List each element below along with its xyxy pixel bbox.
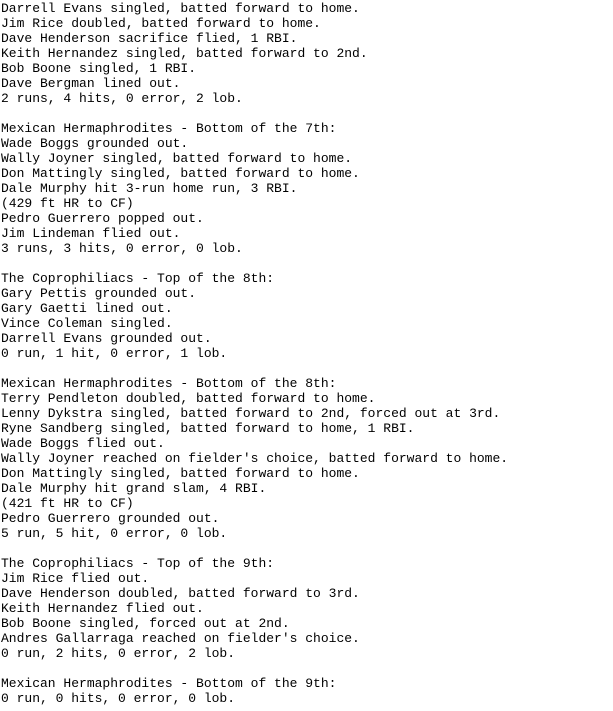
log-line-summary: 3 runs, 3 hits, 0 error, 0 lob. [1,241,243,256]
log-line-play: Gary Pettis grounded out. [1,286,197,301]
log-line-play: Dale Murphy hit grand slam, 4 RBI. [1,481,267,496]
log-line-play: Don Mattingly singled, batted forward to home. [1,166,360,181]
log-line-header: Mexican Hermaphrodites - Bottom of the 8th: [1,376,337,391]
log-line-header: Mexican Hermaphrodites - Bottom of the 7th: [1,121,337,136]
log-line-play: Pedro Guerrero popped out. [1,211,204,226]
log-line-play: Jim Rice doubled, batted forward to home. [1,16,321,31]
log-line-play: Dave Henderson sacrifice flied, 1 RBI. [1,31,298,46]
log-line-play: Jim Lindeman flied out. [1,226,181,241]
log-line-header: Mexican Hermaphrodites - Bottom of the 9th: [1,676,337,691]
log-line-summary: 2 runs, 4 hits, 0 error, 2 lob. [1,91,243,106]
log-line-summary: 5 run, 5 hit, 0 error, 0 lob. [1,526,228,541]
log-line-summary: 0 run, 1 hit, 0 error, 1 lob. [1,346,228,361]
log-line-summary: 0 run, 2 hits, 0 error, 2 lob. [1,646,236,661]
log-line-play: Vince Coleman singled. [1,316,173,331]
log-line-play: Wade Boggs grounded out. [1,136,189,151]
blank-line [1,361,613,376]
log-line-play: Terry Pendleton doubled, batted forward to home. [1,391,376,406]
log-line-note: (421 ft HR to CF) [1,496,134,511]
blank-line [1,661,613,676]
log-line-header: The Coprophiliacs - Top of the 9th: [1,556,275,571]
log-line-play: Darrell Evans grounded out. [1,331,212,346]
log-line-play: Pedro Guerrero grounded out. [1,511,220,526]
log-line-play: Lenny Dykstra singled, batted forward to 2nd, forced out at 3rd. [1,406,501,421]
log-line-play: Jim Rice flied out. [1,571,150,586]
log-line-play: Keith Hernandez flied out. [1,601,204,616]
blank-line [1,106,613,121]
log-line-play: Andres Gallarraga reached on fielder's choice. [1,631,360,646]
log-line-play: Wally Joyner singled, batted forward to home. [1,151,353,166]
log-line-play: Dave Henderson doubled, batted forward to 3rd. [1,586,360,601]
log-line-play: Dave Bergman lined out. [1,76,181,91]
log-line-play: Gary Gaetti lined out. [1,301,173,316]
log-line-play: Ryne Sandberg singled, batted forward to home, 1 RBI. [1,421,415,436]
blank-line [1,541,613,556]
blank-line [1,256,613,271]
log-line-play: Keith Hernandez singled, batted forward to 2nd. [1,46,368,61]
log-line-play: Darrell Evans singled, batted forward to home. [1,1,360,16]
log-line-header: The Coprophiliacs - Top of the 8th: [1,271,275,286]
log-line-play: Dale Murphy hit 3-run home run, 3 RBI. [1,181,298,196]
log-line-note: (429 ft HR to CF) [1,196,134,211]
log-line-play: Wade Boggs flied out. [1,436,165,451]
log-line-play: Bob Boone singled, 1 RBI. [1,61,197,76]
log-line-play: Don Mattingly singled, batted forward to home. [1,466,360,481]
log-line-summary: 0 run, 0 hits, 0 error, 0 lob. [1,691,236,706]
log-line-play: Wally Joyner reached on fielder's choice, batted forward to home. [1,451,509,466]
log-line-play: Bob Boone singled, forced out at 2nd. [1,616,290,631]
